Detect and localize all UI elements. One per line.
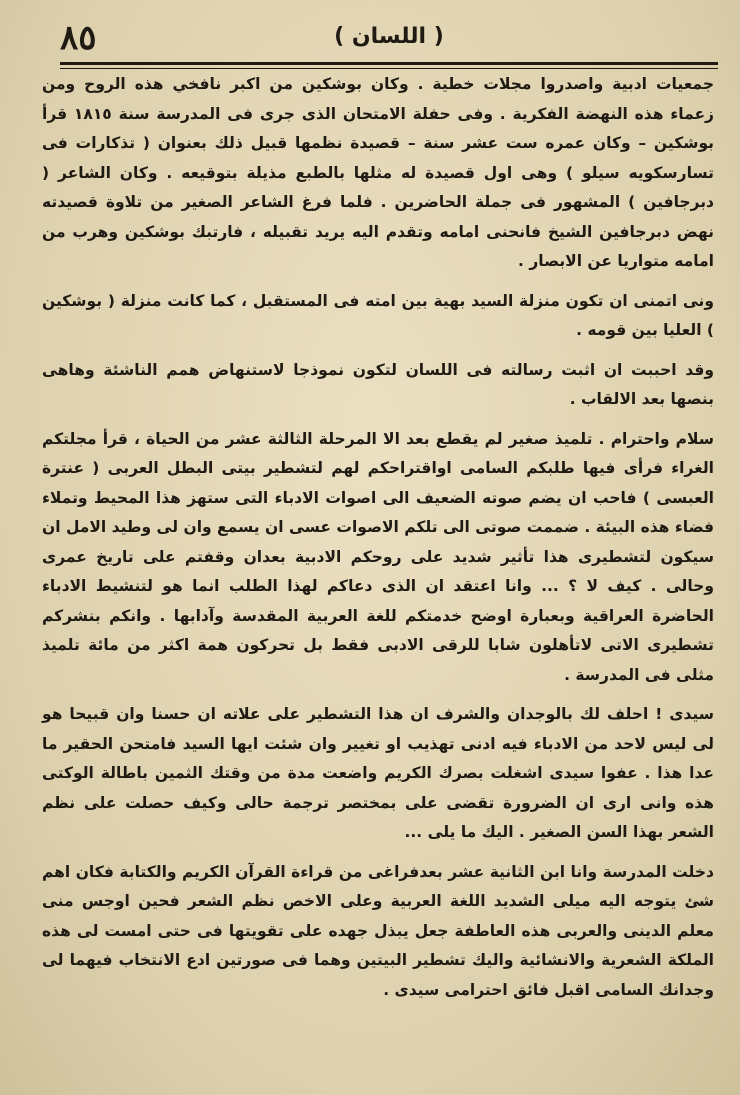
- header-rule-thin: [60, 68, 718, 69]
- paragraph-3: وقد احببت ان اثبت رسالته فى اللسان لتكون نموذجا لاستنهاض همم الناشئة وهاهى بنصها بعد الالقاب .: [42, 360, 714, 408]
- header-rule-thick: [60, 62, 718, 65]
- paragraph-4: سلام واحترام . تلميذ صغير لم يقطع بعد الا المرحلة الثالثة عشر من الحياة ، قرأ مجلتكم الغراء فرأى فيها طلبكم السامى اواقتراحكم لهم لتشطير بيتى البطل العربى ( عنترة العبسى ) فاحب ان يضم صوته الضعيف الى اصوات الادباء التى ستهز هذا المحيط وتملاء فضاء هذه البيئة . ضممت صوتى الى تلكم الاصوات عسى ان يسمع وان لى وطيد الامل ان سيكون لتشطيرى هذا تأثير شديد على روحكم الادبية بعدان وقفتم على تاريخ عمرى وحالى . كيف لا ؟ ... وانا اعتقد ان الذى دعاكم لهذا الطلب انما هو لتنشيط الادباء الحاضرة العراقية وبعبارة اوضح خدمتكم للغة العربية المقدسة وآدابها . وانكم بنشركم تشطيرى الاتى لاتأهلون شابا للرقى الادبى فقط بل تحركون همة اكثر من مائة تلميذ مثلى فى المدرسة .: [42, 429, 714, 684]
- article-body: [42, 70, 714, 1083]
- paragraph-2: ونى اتمنى ان تكون منزلة السيد بهية بين امته فى المستقبل ، كما كانت منزلة ( بوشكين ) العليا بين قومه .: [42, 291, 714, 339]
- paragraph-5: سيدى ! احلف لك بالوجدان والشرف ان هذا التشطير على علاته ان حسنا وان قبيحا هو لى ليس لاحد من الادباء فيه ادنى تهذيب او تغيير وان شئت ايها السيد فامتحن الحقير ما عدا هذا . عفوا سيدى اشغلت بصرك الكريم واضعت مدة من وقتك الثمين باطالة الوكتى هذه وانى ارى ان الضرورة تقضى على بمختصر ترجمة حالى وكيف حصلت على نظم الشعر بهذا السن الصغير . اليك ما يلى ...: [42, 705, 714, 841]
- page-header: [60, 18, 718, 66]
- page-number: ٨٥: [60, 18, 97, 58]
- running-title: ( اللسان ): [334, 24, 444, 49]
- paragraph-1: جمعيات ادبية واصدروا مجلات خطية . وكان بوشكين من اكبر نافخي هذه الروح ومن زعماء هذه النهضة الفكرية . وفى حفلة الامتحان الذى جرى فى المدرسة سنة ١٨١٥ قرأ بوشكين – وكان عمره ست عشر سنة – قصيدة نظمها قبيل ذلك بعنوان ( تذكارات فى تسارسكويه سيلو ) وهى اول قصيدة له مثلها بالطبع مذيلة بتوقيعه . وكان الشاعر ( دبرجافين ) المشهور فى جملة الحاضرين . فلما فرغ الشاعر الصغير من تلاوة قصيدته نهض دبرجافين الشيخ فانحنى امامه وتقدم اليه يريد تقبيله ، فارتبك بوشكين وهرب من امامه متواريا عن الابصار .: [42, 75, 714, 270]
- paragraph-6: دخلت المدرسة وانا ابن الثانية عشر بعدفراغى من قراءة القرآن الكريم والكتابة فكان اهم شئ يتوجه اليه ميلى الشديد اللغة العربية وعلى الاخص نظم الشعر فحين اوجس منى معلم الدينى والعربى هذه العاطفة جعل يبذل جهده على تقويتها فى حتى امست لى هذه الملكة الشعرية والانشائية واليك تشطير البيتين وهما فى صورتين ادع الانتخاب فيهما لى وجدانك السامى اقبل فائق احترامى سيدى .: [42, 862, 714, 999]
